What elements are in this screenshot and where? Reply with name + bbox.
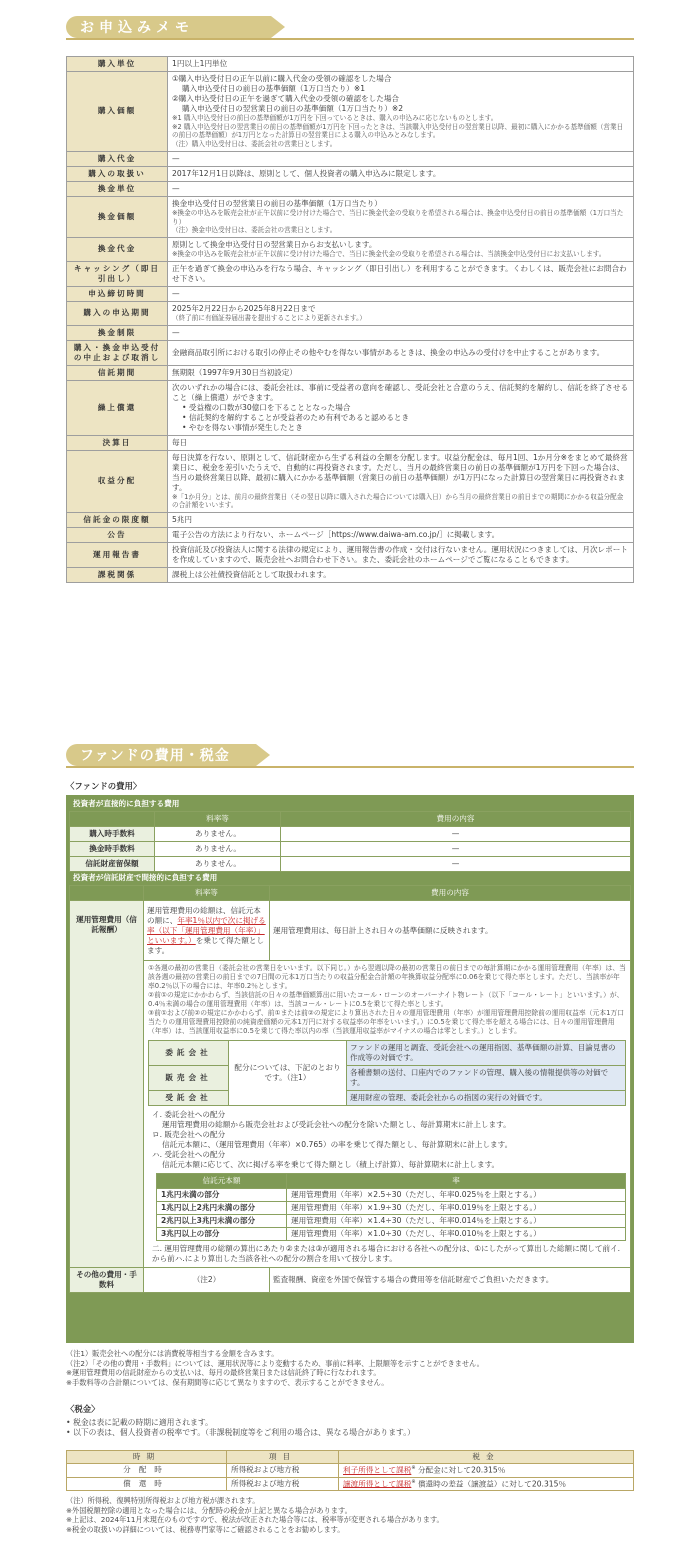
- memo-row: [67, 568, 634, 583]
- memo-text: —: [172, 327, 180, 337]
- alloc-key: 販売会社: [149, 1065, 229, 1090]
- memo-key: 申込締切時間: [67, 286, 168, 301]
- memo-key: 購入・換金申込受付の中止および取消し: [67, 340, 168, 365]
- memo-value: [168, 365, 634, 380]
- rate-row: [157, 1189, 626, 1202]
- tax-notes: [66, 1496, 444, 1534]
- memo-note: ※換金の申込みを販売会社が正午以前に受け付けた場合で、当日に換金代金の受取りを希望される場合は、当該換金申込受付日にお支払いします。: [172, 250, 606, 259]
- rate-value: 運用管理費用（年率）×1.4÷30（ただし、年率0.014％を上限とする。）: [287, 1215, 626, 1228]
- memo-text: 金融商品取引所における取引の停止その他やむを得ない事情があるときは、換金の申込みの受付けを中止することがあります。: [172, 347, 605, 357]
- tax-intro: [66, 1418, 415, 1439]
- direct-cost-table: [69, 811, 631, 872]
- memo-row: [67, 513, 634, 528]
- tax-note: （注）所得税、復興特別所得税および地方税が課されます。: [66, 1496, 260, 1505]
- memo-text: 1円以上1円単位: [172, 59, 228, 68]
- memo-value: [168, 528, 634, 543]
- memo-value: [168, 261, 634, 286]
- memo-key: 公告: [67, 528, 168, 543]
- cost-note: （注1）販売会社への配分には消費税等相当する金額を含みます。: [66, 1349, 279, 1358]
- other-fee-content: 監査報酬、資産を外国で保管する場合の費用等を信託財産でご負担いただきます。: [270, 1268, 631, 1293]
- other-fee-key: その他の費用・手数料: [70, 1268, 144, 1293]
- tax-when: 分配時: [67, 1464, 227, 1478]
- memo-row: [67, 261, 634, 286]
- cost-caption: 〈ファンドの費用〉: [66, 781, 142, 791]
- mgmt-note: ②前①の規定にかかわらず、当該信託の日々の基準価額算出に用いたコール・ローンのオーバーナイト物レート（以下「コール・レート」といいます。）が、0.4％未満の場合の運用管理費用（年率）は、当該コール・レートに0.5を乗じて得た率とします。: [148, 990, 624, 1008]
- tax-rate: 分配金に対して20.315％: [417, 1465, 506, 1475]
- mgmt-note: ①各週の最初の営業日（委託会社の営業日をいいます。以下同じ。）から翌週以降の最初の営業日の前日までの毎計算期にかかる運用管理費用（年率）は、当該各週の最初の営業日の前日までの7日間の元本1万口当たりの収益分配金合計額の年換算収益分配率に0.06を乗じて得た率とします。ただし、当該率が年率0.2％以下の場合には、年率0.2％とします。: [148, 964, 626, 991]
- memo-value: [168, 57, 634, 72]
- memo-text: 2017年12月1日以降は、原則として、個人投資者の購入申込みに限定します。: [172, 168, 441, 178]
- memo-row: [67, 57, 634, 72]
- memo-value: [168, 380, 634, 435]
- tax-value: [339, 1477, 634, 1491]
- memo-text: 投資信託及び投資法人に関する法律の規定により、運用報告書の作成・交付は行ないません。運用状況につきましては、月次レポートを作成していますので、販売会社へお問合わせ下さい。また、委託会社のホームページでご覧になることもできます。: [172, 545, 628, 565]
- memo-key: 購入単位: [67, 57, 168, 72]
- memo-key: 購入価額: [67, 72, 168, 152]
- table-row: [70, 857, 631, 872]
- trustee-rate-table: 信託元本額 率 1兆円未満の部分 運用管理費用（年率）×2.5÷30（ただし、年率0.025％を上限とする。） 1兆円以上2兆円未満の部分 運用管理費用（年率）×1.9÷30（ただし、年率0.019％を上限とする。） 2兆円以上3兆円未満の部分 運用管理費用（年率）×1.4÷30（ただし、年率0.014％を上限とする。） 3兆円以上の部分 運用管理費用（年率）×1.0÷30（ただし、年率0.010％を上限とする。）: [156, 1173, 626, 1241]
- memo-row: [67, 238, 634, 262]
- indirect-cost-bar: 投資者が信託財産で間接的に負担する費用: [73, 873, 218, 883]
- alloc-row: [149, 1040, 626, 1065]
- tax-row: [67, 1477, 634, 1491]
- cost-notes: [66, 1349, 484, 1387]
- memo-key: 購入の申込期間: [67, 301, 168, 325]
- section-header-memo: [66, 16, 634, 42]
- memo-text: 2025年2月22日から2025年8月22日まで: [172, 303, 316, 313]
- mgmt-fee-key: 運用管理費用（信託報酬）: [70, 901, 144, 1268]
- alloc-content: ファンドの運用と調査、受託会社への運用指図、基準価額の計算、目論見書の作成等の対価です。: [347, 1040, 626, 1065]
- memo-row: [67, 301, 634, 325]
- indirect-cost-table: [69, 885, 631, 1293]
- alloc-line: 信託元本額に、（運用管理費用（年率）×0.765）の率を乗じて得た額とし、毎計算期末に計上します。: [162, 1139, 513, 1149]
- fee-content: —: [281, 857, 631, 872]
- memo-key: 換金代金: [67, 238, 168, 262]
- mgmt-fee-content: 運用管理費用は、毎日計上され日々の基準価額に反映されます。: [270, 901, 631, 961]
- section-title: お申込みメモ: [80, 20, 194, 36]
- alloc-key: 受託会社: [149, 1090, 229, 1105]
- memo-value: [168, 181, 634, 196]
- fee-key: 購入時手数料: [70, 827, 155, 842]
- memo-bullet: • 受益権の口数が30億口を下ることとなった場合: [182, 402, 351, 412]
- memo-key: 課税関係: [67, 568, 168, 583]
- memo-key: 収益分配: [67, 450, 168, 512]
- rate-tier: 2兆円以上3兆円未満の部分: [157, 1215, 287, 1228]
- fee-content: —: [281, 842, 631, 857]
- memo-row: [67, 72, 634, 152]
- alloc-line: イ. 委託会社への配分: [152, 1109, 226, 1119]
- memo-key: 信託金の限度額: [67, 513, 168, 528]
- memo-value: [168, 301, 634, 325]
- table-row: [70, 842, 631, 857]
- memo-row: [67, 450, 634, 512]
- memo-row: [67, 181, 634, 196]
- memo-text: —: [172, 153, 180, 163]
- alloc-line: 信託元本額に応じて、次に掲げる率を乗じて得た額とし（積上げ計算）、毎計算期末に計上します。: [162, 1159, 500, 1169]
- col-rate: 料率等: [144, 886, 270, 901]
- tax-caption: 〈税金〉: [66, 1404, 100, 1414]
- rate-tier: 1兆円未満の部分: [157, 1189, 287, 1202]
- memo-key: 運用報告書: [67, 543, 168, 568]
- memo-text: 無期限（1997年9月30日当初設定）: [172, 367, 297, 377]
- memo-key: 信託期間: [67, 365, 168, 380]
- memo-value: [168, 568, 634, 583]
- memo-value: [168, 450, 634, 512]
- other-fee-rate: （注2）: [144, 1268, 270, 1293]
- memo-text: 換金申込受付日の翌営業日の前日の基準価額（1万口当たり）: [172, 198, 382, 208]
- tax-sup: ※: [411, 1478, 416, 1485]
- cost-box: [66, 795, 634, 1343]
- memo-line: ①購入申込受付日の正午以前に購入代金の受領の確認をした場合: [172, 74, 392, 84]
- col-content: 費用の内容: [270, 886, 631, 901]
- memo-row: [67, 325, 634, 340]
- alloc-content: 各種書類の送付、口座内でのファンドの管理、購入後の情報提供等の対価です。: [347, 1065, 626, 1090]
- mgmt-fee-rate: 運用管理費用の総額は、信託元本の額に、年率1％以内で次に掲げる率（以下「運用管理費用（年率）」といいます。）を乗じて得た額とします。: [144, 901, 270, 961]
- memo-text: 毎日: [172, 437, 188, 447]
- memo-key: 購入の取扱い: [67, 166, 168, 181]
- memo-text: —: [172, 288, 180, 298]
- rate-row: [157, 1202, 626, 1215]
- direct-cost-bar: 投資者が直接的に負担する費用: [73, 799, 180, 808]
- alloc-line: ハ. 受託会社への配分: [152, 1149, 226, 1159]
- memo-text: 次のいずれかの場合には、委託会社は、事前に受益者の意向を確認し、受託会社と合意のうえ、信託契約を解約し、信託を終了させること（繰上償還）ができます。: [172, 382, 629, 402]
- alloc-table: [148, 1040, 626, 1106]
- rate-row: [157, 1215, 626, 1228]
- memo-note: ※換金の申込みを販売会社が正午以前に受け付けた場合で、当日に換金代金の受取りを希望される場合は、換金申込受付日の前日の基準価額（1万口当たり）: [172, 208, 624, 226]
- section-title: ファンドの費用・税金: [80, 748, 230, 764]
- memo-value: [168, 543, 634, 568]
- memo-value: [168, 325, 634, 340]
- memo-row: [67, 543, 634, 568]
- tax-value: [339, 1464, 634, 1478]
- memo-row: [67, 151, 634, 166]
- alloc-tail: 二. 運用管理費用の総額の算出にあたり②または③が適用される場合における各社への配分は、①にしたがって算出した総額に関して前イ.から前ハ.により算出した当該各社への配分の割合を用いて按分します。: [152, 1244, 621, 1264]
- fee-rate: ありません。: [155, 857, 281, 872]
- fee-rate: ありません。: [155, 827, 281, 842]
- tax-table: 時期 項目 税金 分配時 所得税および地方税 利子所得として課税※ 分配金に対して20.315％ 償還時 所得税および地方税 譲渡所得として課税※ 償還時の差益（譲渡益）に対して20.315％: [66, 1450, 634, 1491]
- tax-note: ※外国税額控除の適用となった場合には、分配時の税金が上記と異なる場合があります。: [66, 1505, 352, 1515]
- tax-sup: ※: [411, 1465, 416, 1472]
- fee-rate: ありません。: [155, 842, 281, 857]
- fee-content: —: [281, 827, 631, 842]
- memo-text: 課税上は公社債投資信託として取扱われます。: [172, 570, 331, 580]
- memo-text: 原則として換金申込受付日の翌営業日からお支払いします。: [172, 240, 377, 250]
- memo-row: [67, 528, 634, 543]
- memo-row: [67, 166, 634, 181]
- memo-value: [168, 151, 634, 166]
- memo-row: [67, 340, 634, 365]
- memo-text: 電子公告の方法により行ない、ホームページ［https://www.daiwa-am.co.jp/］に掲載します。: [172, 530, 500, 540]
- mgmt-note: ③前①および前②の規定にかかわらず、前①または前②の規定により算出された日々の運用管理費用（年率）が運用管理費用控除前の運用収益率（元本1万口当たりの運用管理費用控除前の純資産価額の元本1万円に対する収益率の年率をいいます。）に0.5を乗じて得た率を超える場合には、日々の運用管理費用（年率）は、当該運用収益率に0.5を乗じて得た率以内の率（当該運用収益率がマイナスの場合は零とします。）とします。: [148, 1008, 625, 1035]
- col-content: 費用の内容: [281, 812, 631, 827]
- fee-key: 換金時手数料: [70, 842, 155, 857]
- tax-item: 所得税および地方税: [227, 1464, 339, 1478]
- rate-tier: 3兆円以上の部分: [157, 1228, 287, 1241]
- memo-row: [67, 380, 634, 435]
- memo-key: 購入代金: [67, 151, 168, 166]
- tax-intro-line: • 税金は表に記載の時期に適用されます。: [66, 1418, 213, 1427]
- cost-note: ※運用管理費用の信託財産からの支払いは、毎月の最終営業日または信託終了時に行なわれます。: [66, 1368, 381, 1377]
- memo-row: [67, 365, 634, 380]
- alloc-row: [149, 1065, 626, 1090]
- alloc-content: 運用財産の管理、委託会社からの指図の実行の対価です。: [347, 1090, 626, 1105]
- tax-item: 所得税および地方税: [227, 1477, 339, 1491]
- memo-row: [67, 286, 634, 301]
- memo-bullet: • やむを得ない事情が発生したとき: [182, 422, 303, 432]
- memo-bullet: • 信託契約を解約することが受益者のため有利であると認めるとき: [182, 412, 410, 422]
- memo-key: 換金制限: [67, 325, 168, 340]
- memo-text: 正午を過ぎて換金の申込みを行なう場合、キャッシング（即日引出し）を利用することができます。くわしくは、販売会社にお問合わせ下さい。: [172, 263, 627, 283]
- alloc-rate: 配分については、下記のとおりです。（注1）: [229, 1040, 347, 1105]
- rate-value: 運用管理費用（年率）×1.9÷30（ただし、年率0.019％を上限とする。）: [287, 1202, 626, 1215]
- memo-line: 購入申込受付日の前日の基準価額（1万口当たり）※1: [182, 84, 366, 94]
- rate-value: 運用管理費用（年率）×1.0÷30（ただし、年率0.010％を上限とする。）: [287, 1228, 626, 1241]
- alloc-key: 委託会社: [149, 1040, 229, 1065]
- rate-tier: 1兆円以上2兆円未満の部分: [157, 1202, 287, 1215]
- alloc-line: 運用管理費用の総額から販売会社および受託会社への配分を除いた額とし、毎計算期末に計上します。: [162, 1119, 511, 1129]
- memo-value: [168, 166, 634, 181]
- memo-text: 毎日決算を行ない、原則として、信託財産から生ずる利益の全額を分配します。収益分配金は、毎月1回、1か月分※をまとめて最終営業日に、税金を差引いたうえで、自動的に再投資されます。ただし、当月の最終営業日の前日の基準価額が1万円を下回った場合は、当月の最終営業日以降、最初に購入にかかる基準価額（営業日の前日の基準価額）が1万円になった計算日の翌営業日に再投資されます。: [172, 452, 628, 492]
- fee-key: 信託財産留保額: [70, 857, 155, 872]
- memo-text: 5兆円: [172, 515, 193, 525]
- memo-note: （終了前に有価証券届出書を提出することにより更新されます。）: [172, 313, 366, 322]
- memo-note: ※「1か月分」とは、前月の最終営業日（その翌日以降に購入された場合については購入日）から当月の最終営業日の前日までの期間にかかる収益分配金の合計額をいいます。: [172, 492, 624, 510]
- memo-key: 換金単位: [67, 181, 168, 196]
- alloc-row: [149, 1090, 626, 1105]
- memo-text: —: [172, 183, 180, 193]
- memo-key: 繰上償還: [67, 380, 168, 435]
- tax-row: [67, 1464, 634, 1478]
- memo-note: ※2 購入申込受付日の翌営業日の前日の基準価額が1万円を下回ったときは、当該購入申込受付日の翌営業日以降、最初に購入にかかる基準価額（営業日の前日の基準価額）が1万円となった計算日の翌営業日による購入の申込みとみなします。: [172, 122, 624, 140]
- tax-type: 利子所得として課税: [343, 1465, 412, 1475]
- memo-key: キャッシング（即日引出し）: [67, 261, 168, 286]
- cost-note: （注2）「その他の費用・手数料」については、運用状況等により変動するため、事前に料率、上限額等を示すことができません。: [66, 1358, 484, 1368]
- tax-note: ※税金の取扱いの詳細については、税務専門家等にご確認されることをお勧めします。: [66, 1524, 345, 1534]
- tax-note: ※上記は、2024年11月末現在のものですので、税法が改正された場合等には、税率等が変更される場合があります。: [66, 1515, 444, 1524]
- memo-value: [168, 340, 634, 365]
- tax-rate: 償還時の差益（譲渡益）に対して20.315％: [417, 1479, 567, 1489]
- memo-key: 換金価額: [67, 196, 168, 237]
- section-header-cost: [66, 744, 634, 770]
- memo-value: [168, 286, 634, 301]
- rate-value: 運用管理費用（年率）×2.5÷30（ただし、年率0.025％を上限とする。）: [287, 1189, 626, 1202]
- memo-value: [168, 435, 634, 450]
- memo-key: 決算日: [67, 435, 168, 450]
- cost-note: ※手数料等の合計額については、保有期間等に応じて異なりますので、表示することができません。: [66, 1377, 389, 1387]
- mgmt-fee-detail: [144, 961, 631, 1268]
- tax-type: 譲渡所得として課税: [343, 1479, 412, 1489]
- tax-when: 償還時: [67, 1477, 227, 1491]
- rate-row: [157, 1228, 626, 1241]
- memo-value: [168, 513, 634, 528]
- memo-value: [168, 72, 634, 152]
- memo-value: [168, 196, 634, 237]
- table-row: [70, 827, 631, 842]
- memo-note: （注）購入申込受付日は、委託会社の営業日とします。: [172, 140, 337, 149]
- memo-note: （注）換金申込受付日は、委託会社の営業日とします。: [172, 226, 337, 235]
- memo-line: ②購入申込受付日の正午を過ぎて購入代金の受領の確認をした場合: [172, 94, 400, 104]
- memo-note: ※1 購入申込受付日の前日の基準価額が1万円を下回っているときは、購入の申込みに応じないものとします。: [172, 114, 498, 123]
- alloc-line: ロ. 販売会社への配分: [152, 1129, 226, 1139]
- memo-value: [168, 238, 634, 262]
- memo-row: [67, 196, 634, 237]
- tax-intro-line: • 以下の表は、個人投資者の税率です。（非課税制度等をご利用の場合は、異なる場合があります。）: [66, 1428, 415, 1438]
- memo-line: 購入申込受付日の翌営業日の前日の基準価額（1万口当たり）※2: [182, 104, 404, 114]
- col-rate: 料率等: [155, 812, 281, 827]
- memo-row: [67, 435, 634, 450]
- memo-table: [66, 56, 634, 583]
